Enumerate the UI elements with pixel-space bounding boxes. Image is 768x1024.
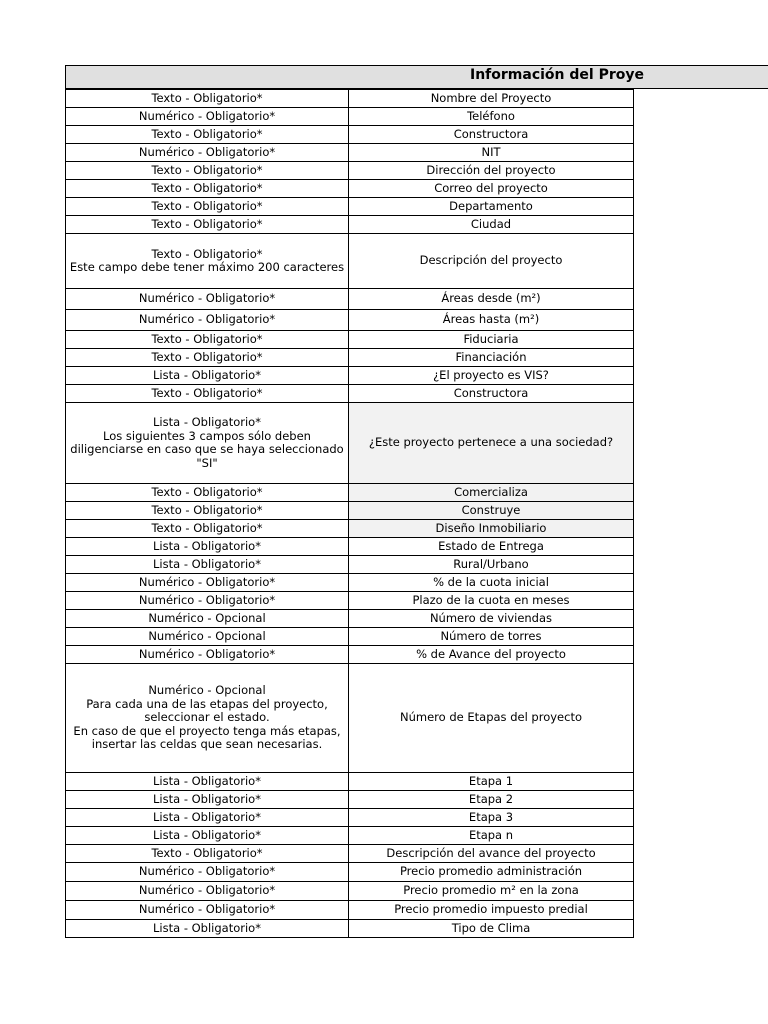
field-text: Constructora — [453, 126, 529, 141]
table-row — [66, 108, 634, 126]
field-cell[interactable] — [349, 198, 634, 216]
type-cell[interactable] — [66, 610, 349, 628]
type-cell[interactable] — [66, 144, 349, 162]
table-row — [66, 646, 634, 664]
field-cell[interactable] — [349, 385, 634, 403]
type-text: Numérico - Obligatorio* — [138, 902, 276, 917]
field-text: Número de torres — [440, 628, 542, 643]
type-cell[interactable] — [66, 349, 349, 367]
field-cell[interactable] — [349, 144, 634, 162]
type-cell[interactable] — [66, 367, 349, 385]
type-cell[interactable] — [66, 126, 349, 144]
table-row — [66, 809, 634, 827]
field-text: Etapa 3 — [468, 809, 514, 824]
table-row — [66, 592, 634, 610]
title-row[interactable] — [65, 65, 768, 89]
type-cell[interactable] — [66, 791, 349, 809]
field-text: % de Avance del proyecto — [416, 646, 566, 661]
type-text: Numérico - Opcional Para cada una de las etapas del proyecto, seleccionar el estado. En caso de que el proyecto tenga más etapas, insertar las celdas que sean necesarias. — [73, 683, 341, 752]
table-row — [66, 198, 634, 216]
table-row — [66, 791, 634, 809]
field-text: NIT — [481, 144, 501, 159]
field-cell[interactable] — [349, 882, 634, 901]
table-row — [66, 538, 634, 556]
field-text: Departamento — [449, 198, 533, 213]
field-cell[interactable] — [349, 234, 634, 289]
type-cell[interactable] — [66, 331, 349, 349]
type-text: Lista - Obligatorio* — [153, 367, 261, 382]
type-cell[interactable] — [66, 773, 349, 791]
type-cell[interactable] — [66, 646, 349, 664]
type-cell[interactable] — [66, 592, 349, 610]
field-cell[interactable] — [349, 845, 634, 863]
field-text: Número de Etapas del proyecto — [400, 710, 582, 725]
field-cell[interactable] — [349, 520, 634, 538]
field-text: Dirección del proyecto — [426, 162, 556, 177]
field-cell[interactable] — [349, 773, 634, 791]
type-cell[interactable] — [66, 574, 349, 592]
type-text: Texto - Obligatorio* — [151, 126, 263, 141]
table-row — [66, 144, 634, 162]
table-row — [66, 664, 634, 773]
table-row — [66, 628, 634, 646]
table-row — [66, 574, 634, 592]
field-cell[interactable] — [349, 126, 634, 144]
table-row — [66, 349, 634, 367]
type-text: Numérico - Obligatorio* — [138, 574, 276, 589]
field-cell[interactable] — [349, 367, 634, 385]
type-cell[interactable] — [66, 310, 349, 331]
type-cell[interactable] — [66, 90, 349, 108]
field-text: Precio promedio m² en la zona — [403, 883, 579, 898]
type-cell[interactable] — [66, 809, 349, 827]
sheet-title: Información del Proye — [470, 67, 644, 83]
field-text: Fiduciaria — [463, 331, 519, 346]
table-row — [66, 234, 634, 289]
type-text: Numérico - Obligatorio* — [138, 883, 276, 898]
field-cell[interactable] — [349, 610, 634, 628]
field-cell[interactable] — [349, 556, 634, 574]
fields-table — [65, 89, 634, 938]
type-cell[interactable] — [66, 180, 349, 198]
type-cell[interactable] — [66, 234, 349, 289]
table-row — [66, 556, 634, 574]
type-cell[interactable] — [66, 920, 349, 938]
type-cell[interactable] — [66, 484, 349, 502]
type-text: Numérico - Obligatorio* — [138, 646, 276, 661]
type-text: Texto - Obligatorio* — [151, 845, 263, 860]
type-text: Numérico - Obligatorio* — [138, 108, 276, 123]
type-text: Texto - Obligatorio* — [151, 331, 263, 346]
type-cell[interactable] — [66, 216, 349, 234]
type-cell[interactable] — [66, 863, 349, 882]
field-cell[interactable] — [349, 901, 634, 920]
field-cell[interactable] — [349, 538, 634, 556]
field-text: Precio promedio impuesto predial — [394, 902, 588, 917]
table-row — [66, 827, 634, 845]
field-text: Plazo de la cuota en meses — [412, 592, 570, 607]
type-text: Texto - Obligatorio* — [151, 216, 263, 231]
field-cell[interactable] — [349, 108, 634, 126]
table-row — [66, 403, 634, 484]
field-cell[interactable] — [349, 289, 634, 310]
field-text: Correo del proyecto — [434, 180, 548, 195]
field-text: % de la cuota inicial — [433, 574, 549, 589]
field-text: Tipo de Clima — [451, 920, 531, 935]
type-text: Numérico - Opcional — [148, 628, 266, 643]
table-row — [66, 520, 634, 538]
field-text: Áreas hasta (m²) — [442, 312, 540, 327]
spreadsheet — [65, 65, 768, 938]
type-cell[interactable] — [66, 162, 349, 180]
type-cell[interactable] — [66, 502, 349, 520]
type-cell[interactable] — [66, 827, 349, 845]
type-cell[interactable] — [66, 520, 349, 538]
field-cell[interactable] — [349, 863, 634, 882]
type-text: Texto - Obligatorio* — [151, 484, 263, 499]
field-cell[interactable] — [349, 331, 634, 349]
type-text: Lista - Obligatorio* — [153, 556, 261, 571]
type-text: Texto - Obligatorio* — [151, 90, 263, 105]
field-cell[interactable] — [349, 827, 634, 845]
type-cell[interactable] — [66, 628, 349, 646]
type-text: Texto - Obligatorio* — [151, 180, 263, 195]
field-cell[interactable] — [349, 592, 634, 610]
type-text: Texto - Obligatorio* — [151, 502, 263, 517]
field-cell[interactable] — [349, 310, 634, 331]
field-cell[interactable] — [349, 920, 634, 938]
type-cell[interactable] — [66, 556, 349, 574]
type-text: Texto - Obligatorio* — [151, 162, 263, 177]
field-text: Comercializa — [454, 484, 528, 499]
field-cell[interactable] — [349, 646, 634, 664]
field-text: Rural/Urbano — [453, 556, 529, 571]
type-cell[interactable] — [66, 901, 349, 920]
table-row — [66, 845, 634, 863]
table-row — [66, 385, 634, 403]
field-cell[interactable] — [349, 349, 634, 367]
field-text: Constructora — [453, 385, 529, 400]
type-text: Texto - Obligatorio* — [151, 198, 263, 213]
table-row — [66, 126, 634, 144]
field-text: ¿El proyecto es VIS? — [433, 367, 549, 382]
field-text: Diseño Inmobiliario — [435, 520, 547, 535]
type-text: Texto - Obligatorio* — [151, 520, 263, 535]
field-cell[interactable] — [349, 574, 634, 592]
type-cell[interactable] — [66, 664, 349, 773]
type-text: Lista - Obligatorio* Los siguientes 3 campos sólo deben diligenciarse en caso que se haya seleccionado "SI" — [70, 415, 344, 470]
field-cell[interactable] — [349, 502, 634, 520]
field-cell[interactable] — [349, 791, 634, 809]
type-cell[interactable] — [66, 108, 349, 126]
table-row — [66, 773, 634, 791]
type-cell[interactable] — [66, 538, 349, 556]
type-text: Numérico - Obligatorio* — [138, 144, 276, 159]
field-text: Estado de Entrega — [438, 538, 544, 553]
type-cell[interactable] — [66, 198, 349, 216]
field-text: Nombre del Proyecto — [430, 90, 552, 105]
field-text: Número de viviendas — [429, 610, 553, 625]
field-text: Precio promedio administración — [399, 864, 583, 879]
field-cell[interactable] — [349, 484, 634, 502]
field-text: Áreas desde (m²) — [441, 291, 541, 306]
table-row — [66, 331, 634, 349]
field-cell[interactable] — [349, 403, 634, 484]
table-row — [66, 502, 634, 520]
table-row — [66, 610, 634, 628]
type-cell[interactable] — [66, 385, 349, 403]
field-text: Financiación — [455, 349, 527, 364]
type-text: Texto - Obligatorio* — [151, 349, 263, 364]
table-row — [66, 863, 634, 882]
field-text: Ciudad — [470, 216, 512, 231]
type-text: Lista - Obligatorio* — [153, 920, 261, 935]
field-cell[interactable] — [349, 809, 634, 827]
type-text: Texto - Obligatorio* — [151, 385, 263, 400]
field-cell[interactable] — [349, 162, 634, 180]
type-text: Numérico - Obligatorio* — [138, 291, 276, 306]
field-text: Construye — [461, 502, 521, 517]
type-text: Numérico - Opcional — [148, 610, 266, 625]
field-text: Descripción del proyecto — [419, 253, 563, 268]
field-cell[interactable] — [349, 216, 634, 234]
field-text: ¿Este proyecto pertenece a una sociedad? — [368, 435, 614, 450]
field-cell[interactable] — [349, 90, 634, 108]
field-text: Descripción del avance del proyecto — [386, 845, 596, 860]
type-cell[interactable] — [66, 882, 349, 901]
type-text: Lista - Obligatorio* — [153, 809, 261, 824]
table-row — [66, 367, 634, 385]
table-row — [66, 882, 634, 901]
type-text: Lista - Obligatorio* — [153, 538, 261, 553]
type-text: Numérico - Obligatorio* — [138, 864, 276, 879]
table-row — [66, 484, 634, 502]
field-cell[interactable] — [349, 180, 634, 198]
field-text: Teléfono — [467, 108, 515, 123]
field-text: Etapa 1 — [468, 773, 514, 788]
table-body — [66, 90, 634, 938]
type-text: Numérico - Obligatorio* — [138, 592, 276, 607]
type-cell[interactable] — [66, 403, 349, 484]
table-row — [66, 310, 634, 331]
field-cell[interactable] — [349, 628, 634, 646]
table-row — [66, 289, 634, 310]
table-row — [66, 90, 634, 108]
table-row — [66, 180, 634, 198]
type-text: Lista - Obligatorio* — [153, 827, 261, 842]
field-cell[interactable] — [349, 664, 634, 773]
type-cell[interactable] — [66, 845, 349, 863]
table-row — [66, 920, 634, 938]
type-text: Lista - Obligatorio* — [153, 791, 261, 806]
field-text: Etapa 2 — [468, 791, 514, 806]
type-text: Texto - Obligatorio* Este campo debe tener máximo 200 caracteres — [69, 246, 345, 274]
type-text: Lista - Obligatorio* — [153, 773, 261, 788]
table-row — [66, 901, 634, 920]
table-row — [66, 216, 634, 234]
type-text: Numérico - Obligatorio* — [138, 312, 276, 327]
field-text: Etapa n — [468, 827, 514, 842]
type-cell[interactable] — [66, 289, 349, 310]
table-row — [66, 162, 634, 180]
